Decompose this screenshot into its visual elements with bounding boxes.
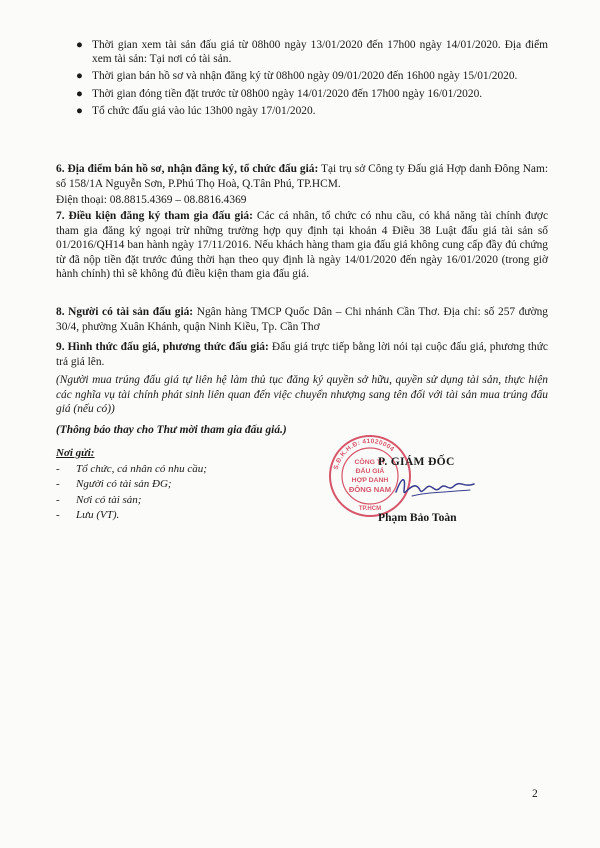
section-heading: 6. Địa điểm bán hồ sơ, nhận đăng ký, tổ chức đấu giá:	[56, 163, 319, 175]
recipient-list	[56, 446, 316, 524]
recipient-heading: Nơi gửi:	[56, 447, 95, 459]
section-7	[56, 209, 548, 282]
list-item	[56, 69, 548, 83]
section-text: Ngân hàng TMCP Quốc Dân – Chi nhánh Cần Thơ. Địa chỉ: số 257 đường 30/4, phường Xuân Khánh, quận Ninh Kiều, Tp. Cần Thơ	[56, 306, 548, 333]
schedule-list	[56, 38, 548, 121]
section-heading: 7. Điều kiện đăng ký tham gia đấu giá:	[56, 210, 253, 222]
dash-icon: -	[56, 478, 60, 491]
dash-icon: -	[56, 509, 60, 522]
list-item	[56, 462, 316, 478]
recipient-item: Lưu (VT).	[76, 509, 120, 522]
section-heading: 9. Hình thức đấu giá, phương thức đấu giá:	[56, 341, 269, 353]
schedule-item-text: Tổ chức đấu giá vào lúc 13h00 ngày 17/01/2020.	[92, 104, 316, 117]
bullet-icon: ●	[76, 87, 83, 100]
svg-text:CÔNG TY: CÔNG TY	[354, 459, 386, 466]
svg-text:S.Đ.K.H.Đ: 41020004: S.Đ.K.H.Đ: 41020004	[332, 437, 396, 471]
bullet-icon: ●	[76, 39, 83, 51]
signer-title: P. GIÁM ĐỐC	[378, 455, 455, 468]
schedule-item-text: Thời gian xem tài sản đấu giá từ 08h00 ngày 13/01/2020 đến 17h00 ngày 14/01/2020. Địa điểm xem tài sản: Tại nơi có tài sản.	[92, 39, 548, 66]
section-6	[56, 162, 548, 191]
dash-icon: -	[56, 493, 60, 506]
svg-text:TP.HCM: TP.HCM	[358, 506, 382, 512]
schedule-item-text: Thời gian bán hồ sơ và nhận đăng ký từ 08h00 ngày 09/01/2020 đến 16h00 ngày 15/01/2020.	[92, 70, 518, 83]
dash-icon: -	[56, 462, 60, 475]
recipient-item: Nơi có tài sản;	[76, 493, 142, 506]
list-item	[56, 508, 316, 524]
section-6-phone: Điện thoại: 08.8815.4369 – 08.8816.4369	[56, 194, 247, 206]
recipient-item: Tổ chức, cá nhân có nhu cầu;	[76, 462, 207, 475]
signer-name: Phạm Bảo Toàn	[378, 511, 457, 524]
bullet-icon: ●	[76, 104, 83, 117]
list-item	[56, 104, 548, 118]
list-item	[56, 477, 316, 493]
page-number: 2	[532, 788, 538, 800]
list-item	[56, 493, 316, 509]
list-item	[56, 87, 548, 101]
section-heading: 8. Người có tài sản đấu giá:	[56, 306, 194, 318]
svg-text:ĐÔNG NAM: ĐÔNG NAM	[348, 485, 392, 494]
notice-text: (Thông báo thay cho Thư mời tham gia đấu giá.)	[56, 424, 287, 436]
section-8	[56, 305, 548, 334]
recipient-item: Người có tài sản ĐG;	[76, 478, 172, 491]
section-text: Tại trụ sở Công ty Đấu giá Hợp danh Đông Nam: số 158/1A Nguyễn Sơn, P.Phú Thọ Hoà, Q.Tân Phú, TP.HCM.	[56, 163, 549, 190]
section-text: Đấu giá trực tiếp bằng lời nói tại cuộc đấu giá, phương thức trả giá lên.	[56, 341, 548, 368]
signature-icon	[392, 470, 478, 504]
svg-text:HỢP DANH: HỢP DANH	[351, 477, 389, 484]
buyer-note: (Người mua trúng đấu giá tự liên hệ làm thủ tục đăng ký quyền sở hữu, quyền sử dụng tài sản, thực hiện các nghĩa vụ tài chính phát sinh liên quan đến việc chuyển nhượng sang tên đối với tài sản mua trúng đấu giá (nếu có))	[56, 374, 548, 416]
svg-text:ĐẤU GIÁ: ĐẤU GIÁ	[355, 468, 385, 475]
section-9	[56, 340, 548, 369]
section-text: Các cá nhân, tổ chức có nhu cầu, có khả năng tài chính được tham gia đăng ký ngoại trừ những trường hợp quy định tại khoản 4 Điều 38 Luật đấu giá tài sản số 01/2016/QH14 ban hành ngày 17/11/2016. Nếu khách hàng tham gia đấu giá không cung cấp đầy đủ chứng từ đã nộp tiền đặt trước đúng thời hạn theo quy định là ngày 14/01/2020 đến ngày 16/01/2020 (trong giờ hành chính) thì sẽ không đủ điều kiện tham gia đấu giá.	[56, 210, 548, 281]
schedule-item-text: Thời gian đóng tiền đặt trước từ 08h00 ngày 14/01/2020 đến 17h00 ngày 16/01/2020.	[92, 87, 483, 100]
bullet-icon: ●	[76, 70, 83, 83]
list-item	[56, 38, 548, 66]
